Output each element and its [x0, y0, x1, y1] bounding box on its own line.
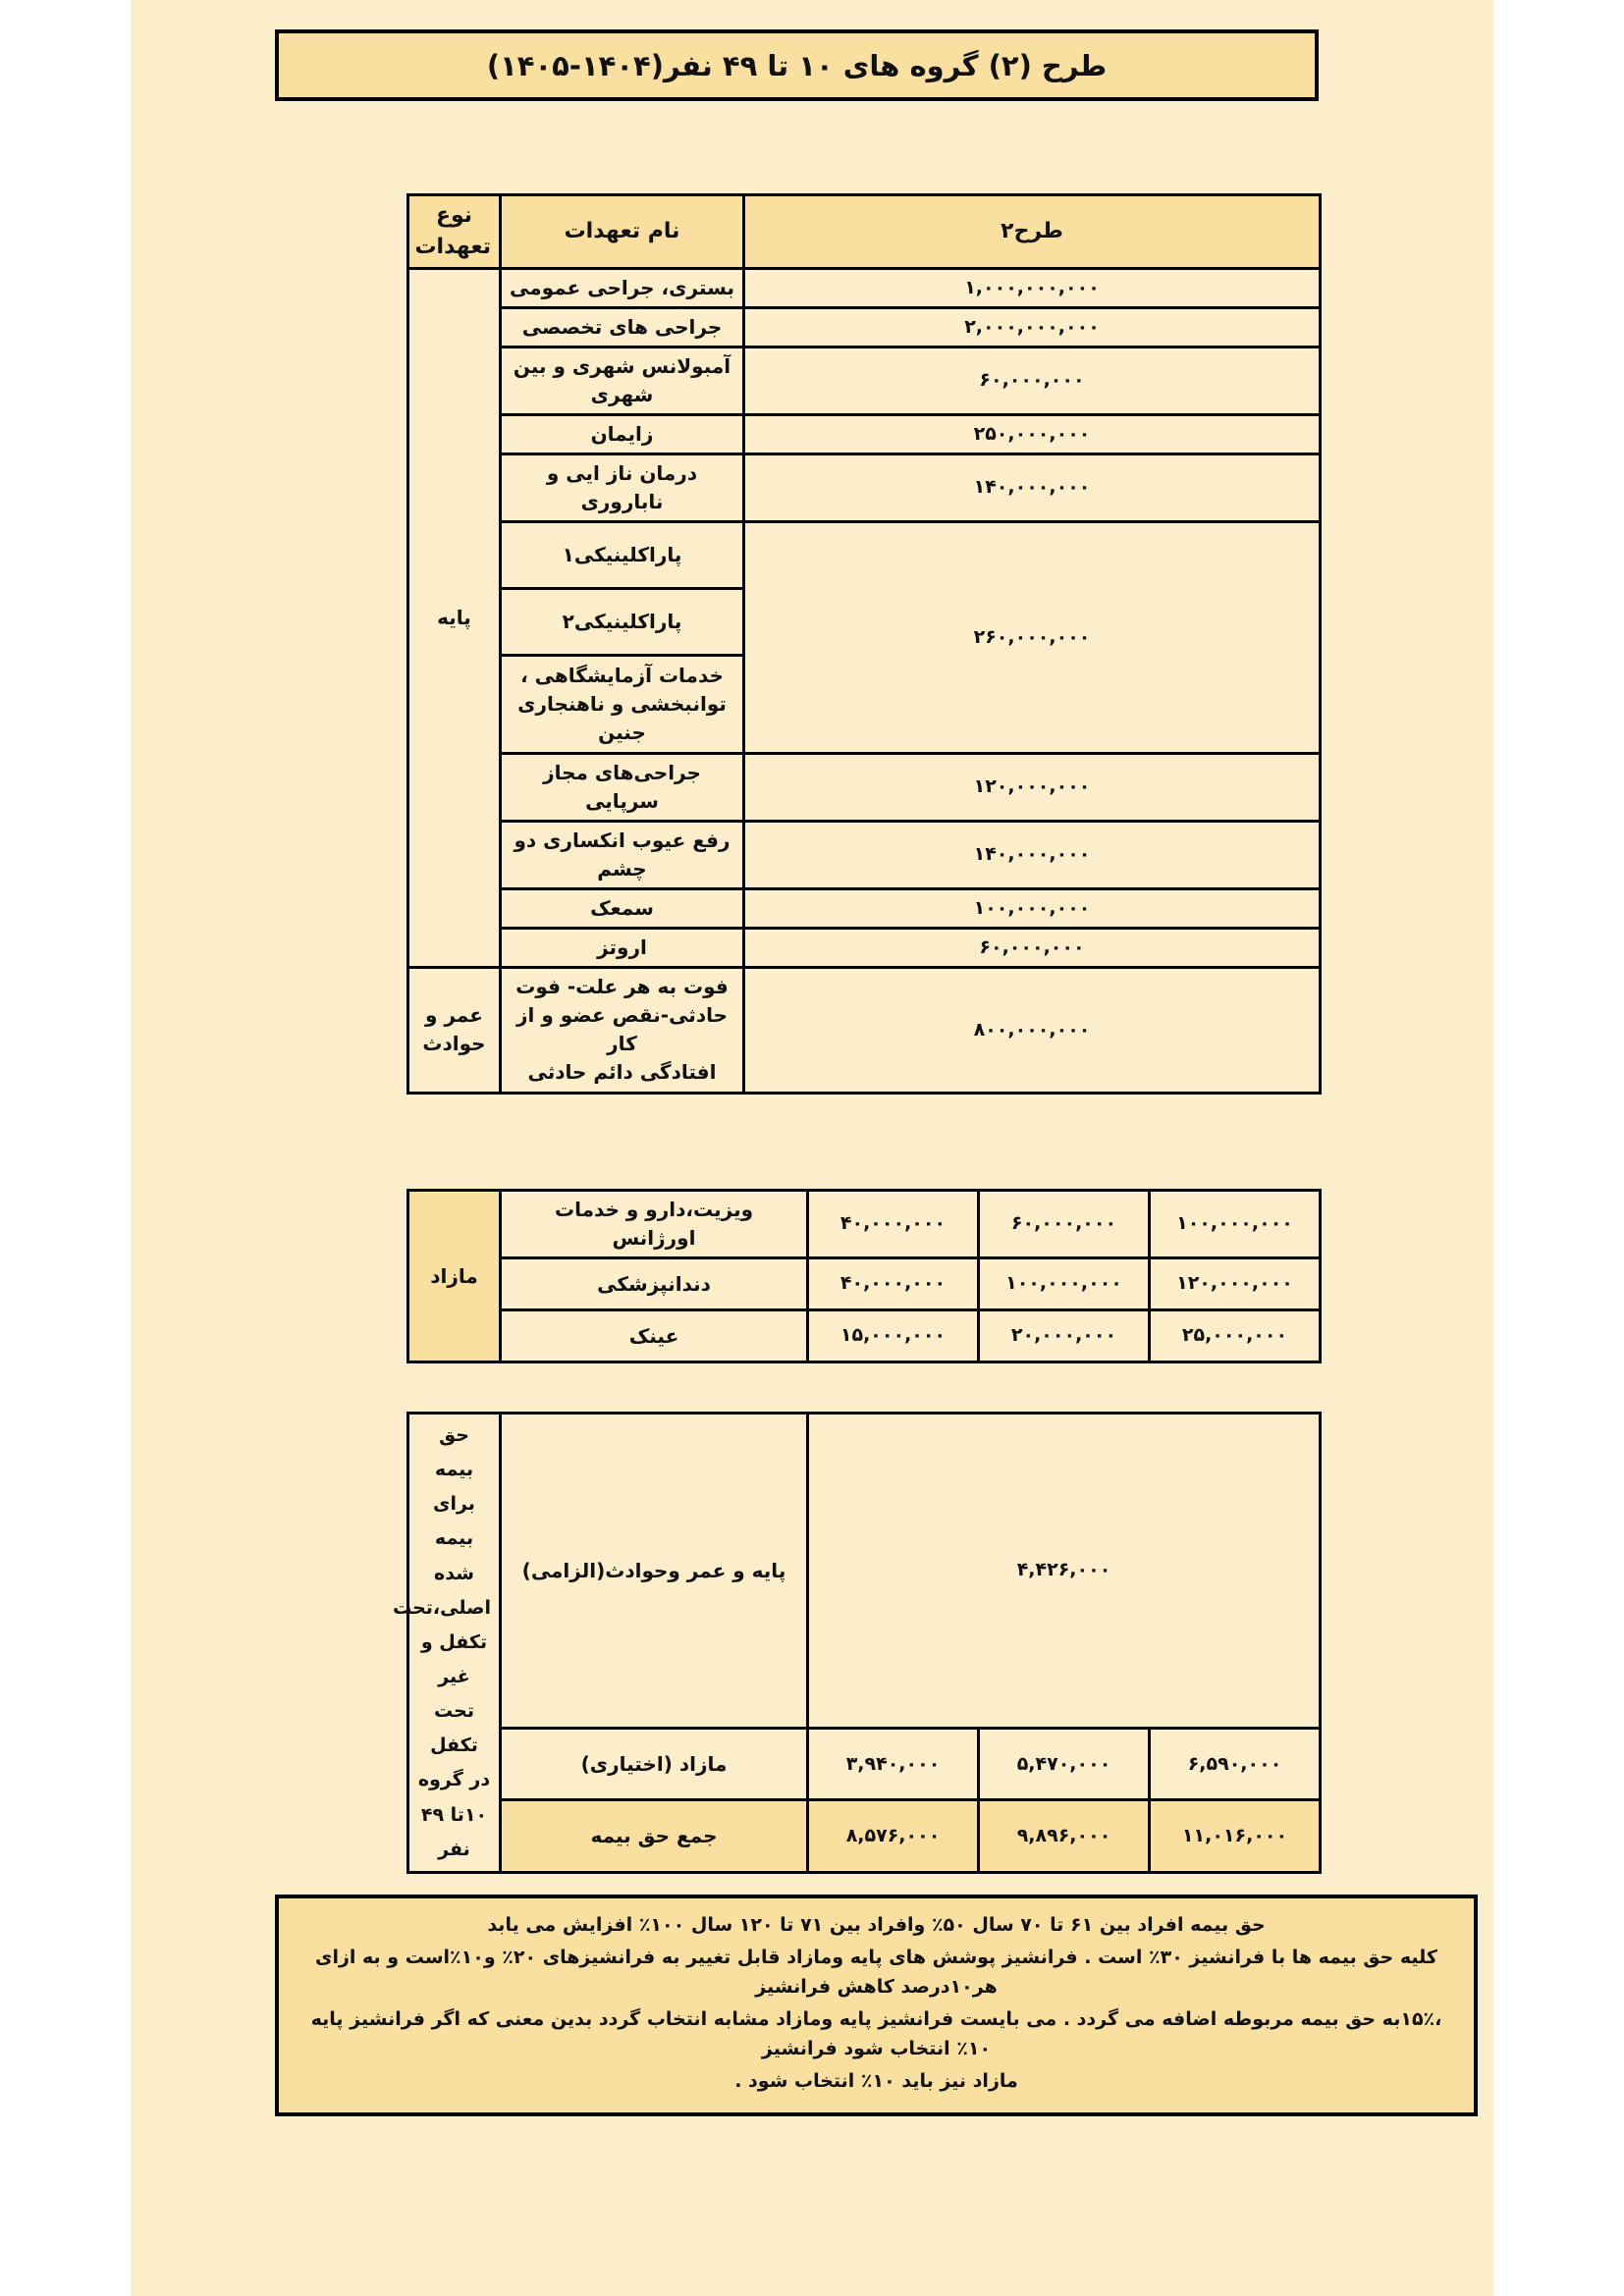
cell-name-line1: ویزیت،دارو و خدمات — [554, 1198, 754, 1221]
cell-value: ۶۰,۰۰۰,۰۰۰ — [744, 347, 1321, 414]
cell-value-tier2: ۲۰,۰۰۰,۰۰۰ — [979, 1310, 1150, 1362]
table-row — [408, 454, 1321, 521]
cell-name: بستری، جراحی عمومی — [501, 268, 744, 307]
header-commitment-type: نوع تعهدات — [408, 195, 501, 269]
supplementary-table — [406, 1189, 1322, 1363]
cell-total-tier1: ۸,۵۷۶,۰۰۰ — [808, 1800, 979, 1872]
footnote-line-2: کلیه حق بیمه ها با فرانشیز ۳۰٪ است . فرانشیز پوشش های پایه ومازاد قابل تغییر به فرانشیزهای ۲۰٪ و۱۰٪است و به ازای هر۱۰درصد کاهش فرانشیز — [315, 1947, 1437, 1998]
cell-name: زایمان — [501, 414, 744, 454]
cell-name-line2: توانبخشی و ناهنجاری جنین — [517, 691, 727, 744]
cell-value-tier1: ۱۵,۰۰۰,۰۰۰ — [808, 1310, 979, 1362]
cell-value-tier2: ۶۰,۰۰۰,۰۰۰ — [979, 1191, 1150, 1258]
cell-name: دندانپزشکی — [501, 1258, 808, 1310]
cell-name: سمعک — [501, 888, 744, 928]
table-row — [408, 414, 1321, 454]
table-row — [408, 1258, 1321, 1310]
cell-value: ۱۰۰,۰۰۰,۰۰۰ — [744, 888, 1321, 928]
cell-value-tier1: ۳,۹۴۰,۰۰۰ — [808, 1729, 979, 1800]
cell-value-paraclinical-merged: ۲۶۰,۰۰۰,۰۰۰ — [744, 521, 1321, 753]
group-label-premium: حق بیمه برای بیمه شده اصلی،تحت تکفل و غیر تحت تکفل در گروه ۱۰تا ۴۹ نفر — [408, 1414, 501, 1873]
table-row — [408, 928, 1321, 967]
group-label-supplementary: مازاد — [408, 1191, 501, 1362]
cell-name-line2: حادثی-نقص عضو و از کار — [515, 1003, 729, 1056]
cell-value-tier2: ۵,۴۷۰,۰۰۰ — [979, 1729, 1150, 1800]
table-row-life-accident — [408, 967, 1321, 1093]
cell-name: رفع عیوب انکساری دو چشم — [501, 821, 744, 888]
page-canvas — [131, 0, 1493, 2296]
cell-value-tier1: ۴۰,۰۰۰,۰۰۰ — [808, 1191, 979, 1258]
cell-value-tier3: ۱۰۰,۰۰۰,۰۰۰ — [1150, 1191, 1321, 1258]
header-plan-value: طرح۲ — [744, 195, 1321, 269]
table-row — [408, 753, 1321, 821]
cell-name: پاراکلینیکی۱ — [501, 521, 744, 588]
group-label-life-accident: عمر و حوادث — [408, 967, 501, 1093]
cell-name-line2: اورژانس — [612, 1226, 696, 1250]
cell-name-line1: فوت به هر علت- فوت — [515, 975, 729, 999]
cell-value: ۲,۰۰۰,۰۰۰,۰۰۰ — [744, 307, 1321, 347]
cell-name: درمان ناز ایی و ناباروری — [501, 454, 744, 521]
table-row — [408, 307, 1321, 347]
table-row-basic-premium — [408, 1414, 1321, 1729]
table-row — [408, 268, 1321, 307]
cell-value: ۱۲۰,۰۰۰,۰۰۰ — [744, 753, 1321, 821]
cell-value-tier2: ۱۰۰,۰۰۰,۰۰۰ — [979, 1258, 1150, 1310]
footnote-line-1: حق بیمه افراد بین ۶۱ تا ۷۰ سال ۵۰٪ وافراد بین ۷۱ تا ۱۲۰ سال ۱۰۰٪ افزایش می یابد — [487, 1914, 1266, 1936]
footnote-line-4: مازاد نیز باید ۱۰٪ انتخاب شود . — [734, 2070, 1018, 2093]
table-row — [408, 347, 1321, 414]
cell-value: ۱۴۰,۰۰۰,۰۰۰ — [744, 454, 1321, 521]
premium-table — [392, 1412, 1322, 1874]
cell-value-tier3: ۱۲۰,۰۰۰,۰۰۰ — [1150, 1258, 1321, 1310]
header-commitment-name: نام تعهدات — [501, 195, 744, 269]
coverage-table — [406, 193, 1322, 1095]
cell-name-line3: افتادگی دائم حادثی — [527, 1060, 717, 1085]
cell-name-visit-drug — [501, 1191, 808, 1258]
cell-name: آمبولانس شهری و بین شهری — [501, 347, 744, 414]
table-row — [408, 821, 1321, 888]
cell-total-tier2: ۹,۸۹۶,۰۰۰ — [979, 1800, 1150, 1872]
cell-value: ۱۴۰,۰۰۰,۰۰۰ — [744, 821, 1321, 888]
table-row-total-premium — [408, 1800, 1321, 1872]
cell-name-life — [501, 967, 744, 1093]
page-title: طرح (۲) گروه های ۱۰ تا ۴۹ نفر(۱۴۰۴-۱۴۰۵) — [486, 48, 1108, 82]
document-title-banner — [275, 29, 1319, 101]
table-row — [408, 1191, 1321, 1258]
cell-value-tier3: ۲۵,۰۰۰,۰۰۰ — [1150, 1310, 1321, 1362]
table-row — [408, 1310, 1321, 1362]
cell-value-tier1: ۴۰,۰۰۰,۰۰۰ — [808, 1258, 979, 1310]
cell-name: مازاد (اختیاری) — [501, 1729, 808, 1800]
table-row — [408, 888, 1321, 928]
cell-value: ۲۵۰,۰۰۰,۰۰۰ — [744, 414, 1321, 454]
cell-name-total: جمع حق بیمه — [501, 1800, 808, 1872]
table-row-optional-premium — [408, 1729, 1321, 1800]
cell-value: ۱,۰۰۰,۰۰۰,۰۰۰ — [744, 268, 1321, 307]
cell-name: جراحی‌های مجاز سرپایی — [501, 753, 744, 821]
table-row — [408, 521, 1321, 588]
cell-value: ۶۰,۰۰۰,۰۰۰ — [744, 928, 1321, 967]
cell-value-basic-premium: ۴,۴۲۶,۰۰۰ — [808, 1414, 1321, 1729]
cell-value: ۸۰۰,۰۰۰,۰۰۰ — [744, 967, 1321, 1093]
cell-name: اروتز — [501, 928, 744, 967]
cell-name: جراحی های تخصصی — [501, 307, 744, 347]
table-header-row — [408, 195, 1321, 269]
footnote-line-3: ،۱۵٪به حق بیمه مربوطه اضافه می گردد . می بایست فرانشیز پایه ومازاد مشابه انتخاب گردد بدین معنی که اگر فرانشیز پایه ۱۰٪ انتخاب شود فرانشیز — [310, 2008, 1442, 2059]
cell-total-tier3: ۱۱,۰۱۶,۰۰۰ — [1150, 1800, 1321, 1872]
cell-name: پاراکلینیکی۲ — [501, 588, 744, 655]
group-label-basic: پایه — [408, 268, 501, 967]
cell-name: پایه و عمر وحوادث(الزامی) — [501, 1414, 808, 1729]
footnote-box — [275, 1895, 1478, 2116]
cell-value-tier3: ۶,۵۹۰,۰۰۰ — [1150, 1729, 1321, 1800]
cell-name-line1: خدمات آزمایشگاهی ، — [520, 663, 724, 687]
cell-name: عینک — [501, 1310, 808, 1362]
cell-name-lab — [501, 655, 744, 753]
